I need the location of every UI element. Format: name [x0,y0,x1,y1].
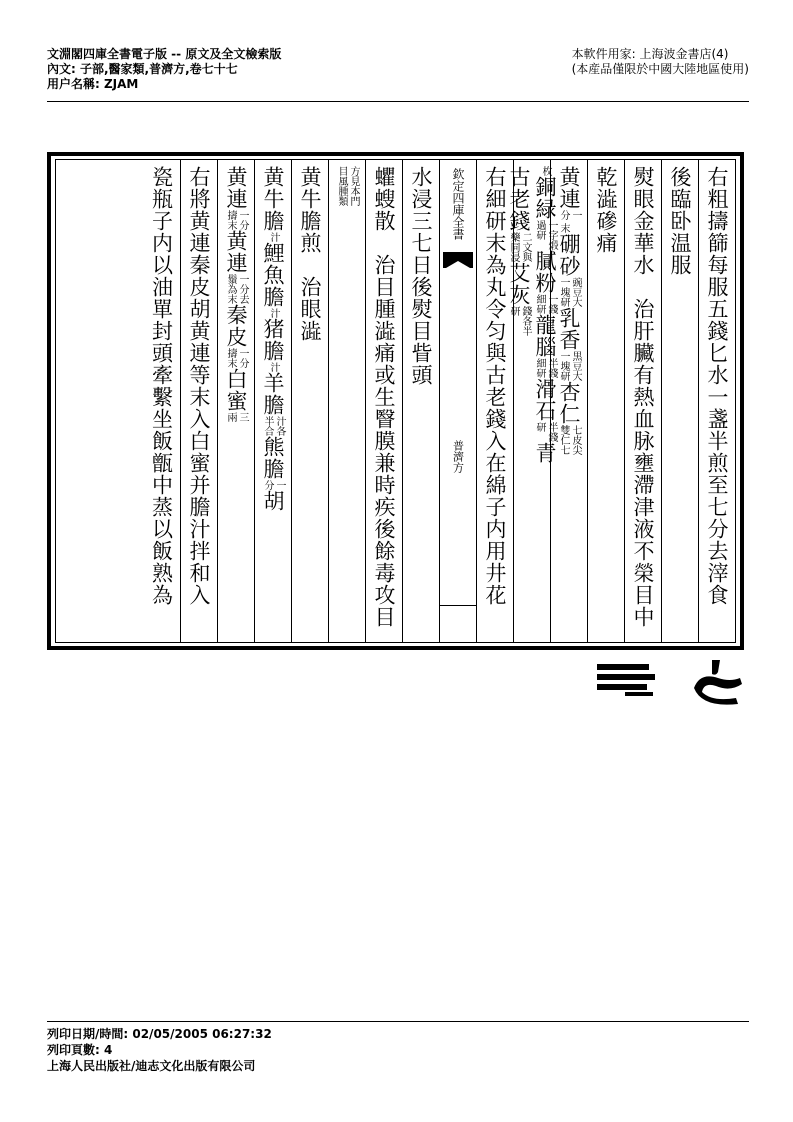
spine-rule [440,605,476,606]
header-right [572,47,749,77]
footer-print-time: 列印日期/時間: 02/05/2005 06:27:32 [47,1027,272,1041]
text-columns [55,159,736,643]
text-column-3: 熨眼金華水 治肝臟有熱血脉壅滯津液不榮目中 [624,160,661,642]
footer [47,1026,272,1074]
text-column-5: 黄連 一 分 末 硼砂 豌豆大 一塊研 乳香 黒豆大 一塊研 杏仁 七皮尖 雙仁七 [550,160,587,642]
book-spine [439,160,476,642]
text-column-9: 蠷螋散 治目腫澁痛或生瞖膜兼時疾後餘毒攻目 [365,160,402,642]
text-column-7: 右細研末為丸令匀與古老錢入在綿子内用井花 [476,160,513,642]
header-title: 文淵閣四庫全書電子版 -- 原文及全文檢索版 [47,47,282,61]
header-user: 用户名稱: ZJAM [47,77,139,91]
text-column-13: 黄連 一分 擣末 黄連 一分去 鬚為末 秦皮 一分 擣末 白蜜 三 兩 [217,160,254,642]
page-frame [47,152,744,650]
text-column-4: 乾澁磣痛 [587,160,624,642]
publisher-logo-icon [690,658,746,706]
text-column-2: 後臨卧温服 [661,160,698,642]
library-seal-icon [595,658,657,698]
text-column-10: 方見本門 目風腫類 [328,160,365,642]
text-column-8: 水浸三七日後熨目眥頭 [402,160,439,642]
header-divider [47,101,749,102]
spine-book-name: 普濟方 [451,440,465,473]
header-section: 內文: 子部,醫家類,普濟方,卷七十七 [47,62,238,76]
spine-title: 欽定四庫全書 [451,168,465,240]
footer-page-count: 列印頁數: 4 [47,1043,113,1057]
header-region-note: (本産品僅限於中國大陸地區使用) [571,62,749,76]
footer-divider [47,1021,749,1022]
text-column-12: 黄牛膽 汁 鯉魚膽 汁 猪膽 汁 羊膽 汁各 半合 熊膽 一 分 胡 [254,160,291,642]
text-column-14: 右將黄連秦皮胡黄連等末入白蜜并膽汁拌和入 [180,160,217,642]
fish-tail-mark-icon [443,252,473,268]
header-left [47,47,281,92]
text-column-15: 瓷瓶子内以油單封頭牽繫坐飯甑中蒸以飯熟為 [149,166,174,606]
text-column-6: 枚 銅緑 一字煅 過研 膩粉 一錢 細研 龍腦 半錢 細研 滑石 半錢 研 青 古老錢 二文與 藥同浸 艾灰 錢各半 研 [513,160,550,642]
text-column-1: 右粗擣篩每服五錢匕水一盞半煎至七分去滓食 [698,160,735,642]
footer-publisher: 上海人民出版社/迪志文化出版有限公司 [47,1059,256,1073]
text-column-11: 黄牛膽煎 治眼澁 [291,160,328,642]
header-licensee: 本軟件用家: 上海波金書店(4) [571,47,729,61]
